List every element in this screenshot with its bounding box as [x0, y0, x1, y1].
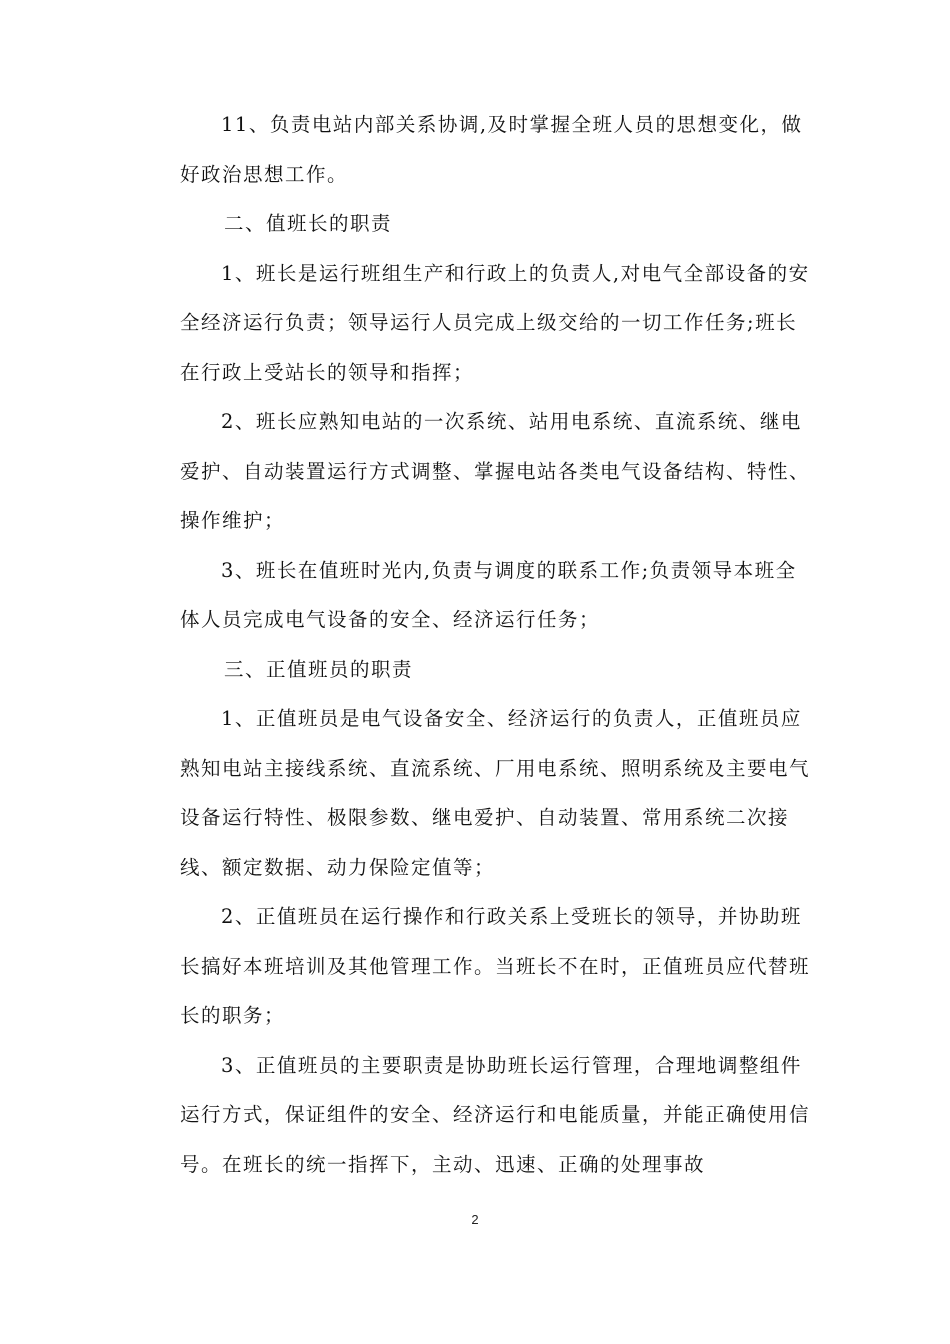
page-number: 2 — [471, 1212, 479, 1227]
document-body — [180, 100, 816, 1189]
paragraph-item-3: 3、正值班员的主要职责是协助班长运行管理，合理地调整组件运行方式，保证组件的安全、经济运行和电能质量，并能正确使用信号。在班长的统一指挥下，主动、迅速、正确的处理事故 — [180, 1053, 811, 1176]
paragraph-item-2: 2、班长应熟知电站的一次系统、站用电系统、直流系统、继电爱护、自动装置运行方式调整、掌握电站各类电气设备结构、特性、操作维护； — [180, 410, 811, 532]
paragraph-item-1: 1、正值班员是电气设备安全、经济运行的负责人，正值班员应熟知电站主接线系统、直流系统、厂用电系统、照明系统及主要电气设备运行特性、极限参数、继电爱护、自动装置、常用系统二次接线、额定数据、动力保险定值等； — [180, 707, 811, 879]
paragraph-item-1: 1、班长是运行班组生产和行政上的负责人,对电气全部设备的安全经济运行负责；领导运行人员完成上级交给的一切工作任务;班长在行政上受站长的领导和指挥； — [180, 261, 810, 384]
paragraph-item-11: 11、负责电站内部关系协调,及时掌握全班人员的思想变化，做好政治思想工作。 — [180, 113, 803, 186]
paragraph-item-3: 3、班长在值班时光内,负责与调度的联系工作;负责领导本班全体人员完成电气设备的安全、经济运行任务； — [180, 558, 797, 631]
section-heading-3: 三、正值班员的职责 — [224, 657, 414, 681]
paragraph-item-2: 2、正值班员在运行操作和行政关系上受班长的领导，并协助班长搞好本班培训及其他管理工作。当班长不在时，正值班员应代替班长的职务； — [180, 905, 811, 1027]
section-heading-2: 二、值班长的职责 — [224, 212, 393, 235]
